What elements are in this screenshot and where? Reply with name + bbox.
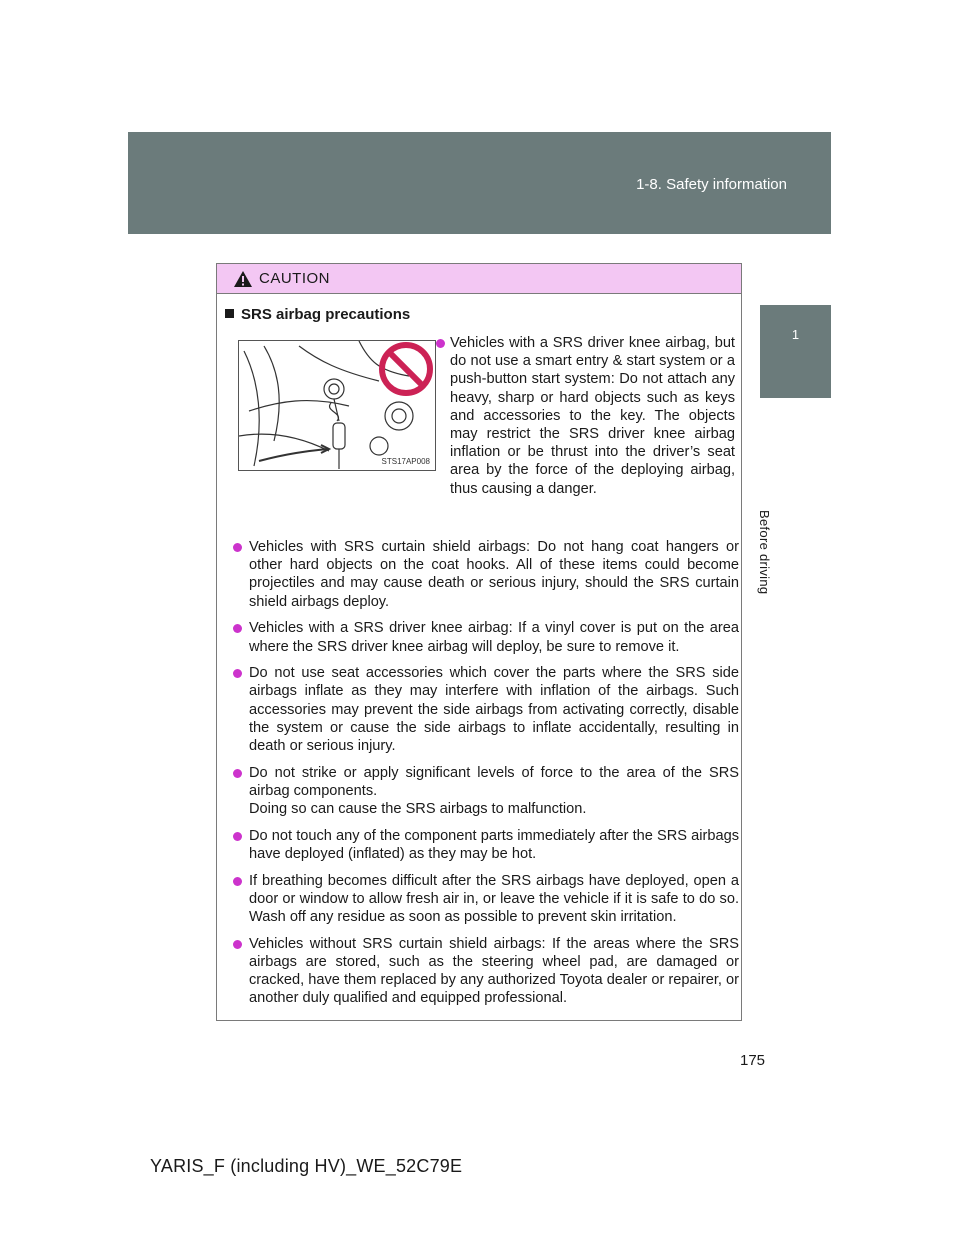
caution-header bbox=[217, 264, 741, 294]
list-item-text: Vehicles with a SRS driver knee airbag: If a vinyl cover is put on the area where the SRS driver knee airbag will deploy, be sure to remove it. bbox=[249, 620, 739, 655]
list-item bbox=[229, 872, 739, 927]
side-note-text: Vehicles with a SRS driver knee airbag, but do not use a smart entry & start system or a push-button start system: Do not attach any heavy, sharp or hard objects such as keys and accessories to the key. The objects may restrict the SRS driver knee airbag inflation or be thrust into the driver’s seat area by the force of the deploying airbag, thus causing a danger. bbox=[450, 335, 735, 497]
bullet-dot-icon bbox=[233, 832, 242, 841]
knee-airbag-key-illustration bbox=[238, 340, 436, 471]
bullet-dot-icon bbox=[233, 769, 242, 778]
list-item bbox=[229, 664, 739, 755]
list-item-text: Do not strike or apply significant levels of force to the area of the SRS airbag components. Doing so can cause the SRS airbags to malfunction. bbox=[249, 764, 739, 818]
chapter-number: 1 bbox=[791, 327, 800, 342]
footer-code: YARIS_F (including HV)_WE_52C79E bbox=[150, 1156, 463, 1176]
caution-bullet-list bbox=[229, 538, 739, 1016]
bullet-dot-icon bbox=[233, 940, 242, 949]
knee-airbag-side-note bbox=[450, 334, 735, 498]
caution-box bbox=[216, 263, 742, 1021]
section-title: 1-8. Safety information bbox=[636, 176, 787, 193]
bullet-dot-icon bbox=[233, 543, 242, 552]
list-item-text: Do not use seat accessories which cover the parts where the SRS side airbags inflate as they may interfere with inflation of the airbags. Such accessories may prevent the side airbags from activating correctly, disable the system or cause the side airbags to inflate accidentally, resulting in death or serious injury. bbox=[249, 665, 739, 755]
square-bullet-icon bbox=[225, 309, 234, 318]
chapter-label: Before driving bbox=[757, 510, 772, 595]
header-band bbox=[128, 132, 831, 234]
list-item-text: Vehicles without SRS curtain shield airbags: If the areas where the SRS airbags are stored, such as the steering wheel pad, are damaged or cracked, have them replaced by any authorized Toyota dealer or repairer, or another duly qualified and equipped professional. bbox=[249, 935, 739, 1007]
bullet-dot-icon bbox=[436, 339, 445, 348]
warning-triangle-icon bbox=[233, 270, 253, 288]
bullet-dot-icon bbox=[233, 669, 242, 678]
chapter-tab bbox=[760, 305, 831, 398]
caution-title: CAUTION bbox=[259, 270, 330, 287]
figure-code: STS17AP008 bbox=[381, 457, 430, 466]
list-item-text: Vehicles with SRS curtain shield airbags: Do not hang coat hangers or other hard objects on the coat hooks. All of these items could become projectiles and may cause death or serious injury, should the SRS curtain shield airbags deploy. bbox=[249, 539, 739, 610]
list-item bbox=[229, 827, 739, 863]
list-item bbox=[229, 619, 739, 655]
page-number: 175 bbox=[740, 1052, 766, 1069]
bullet-dot-icon bbox=[233, 877, 242, 886]
list-item bbox=[229, 935, 739, 1008]
list-item-text: Do not touch any of the component parts immediately after the SRS airbags have deployed (inflated) as they may be hot. bbox=[249, 827, 739, 863]
prohibition-sign-icon bbox=[382, 345, 430, 393]
illustration-drawing bbox=[239, 341, 435, 470]
subheading-text: SRS airbag precautions bbox=[241, 306, 411, 323]
list-item bbox=[229, 764, 739, 819]
subheading bbox=[225, 306, 410, 323]
bullet-dot-icon bbox=[233, 624, 242, 633]
list-item-text: If breathing becomes difficult after the SRS airbags have deployed, open a door or window to allow fresh air in, or leave the vehicle if it is safe to do so. Wash off any residue as soon as possible to prevent skin irritation. bbox=[249, 872, 739, 926]
list-item bbox=[229, 538, 739, 611]
